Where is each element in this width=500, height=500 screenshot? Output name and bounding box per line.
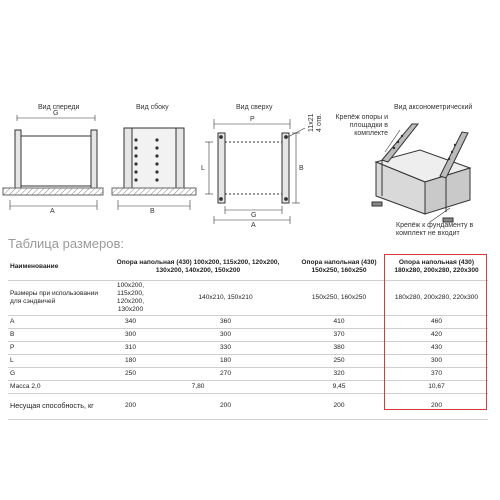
capacity-v3: 200 <box>385 393 488 419</box>
cell-v1a: 310 <box>103 341 158 354</box>
header-col2: Опора напольная (430) 150x250, 160x250 <box>293 254 385 280</box>
row-label: G <box>8 367 103 380</box>
row-label: A <box>8 315 103 328</box>
sizes-row <box>8 280 488 315</box>
cell-v3: 420 <box>385 328 488 341</box>
mass-label: Масса 2,0 <box>8 380 103 393</box>
table-row <box>8 367 488 380</box>
top-dim-b: B <box>299 165 304 172</box>
sizes-col2: 150x250, 160x250 <box>293 280 385 315</box>
cell-v2: 370 <box>293 328 385 341</box>
table-title: Таблица размеров: <box>8 236 125 251</box>
capacity-v1a: 200 <box>103 393 158 419</box>
sizes-col1b: 140x210, 150x210 <box>158 280 293 315</box>
top-dim-l: L <box>201 165 205 172</box>
sizes-col1a: 100x200, 115x200, 120x200, 130x200 <box>103 280 158 315</box>
table-row <box>8 341 488 354</box>
row-label: B <box>8 328 103 341</box>
table-row <box>8 315 488 328</box>
row-label: P <box>8 341 103 354</box>
capacity-label: Несущая способность, кг <box>8 393 103 419</box>
front-view-drawing <box>3 115 103 210</box>
cell-v1a: 250 <box>103 367 158 380</box>
cell-v1b: 300 <box>158 328 293 341</box>
cell-v1b: 360 <box>158 315 293 328</box>
cell-v2: 320 <box>293 367 385 380</box>
cell-v3: 460 <box>385 315 488 328</box>
axon-view-caption: Вид аксонометрический <box>394 104 473 111</box>
top-dim-g: G <box>251 212 257 219</box>
header-col3: Опора напольная (430) 180x280, 200x280, 220x300 <box>385 254 488 280</box>
axonometric-view-drawing <box>372 124 470 222</box>
table-row <box>8 354 488 367</box>
fastener-support-note: Крепёж опоры и площадки в комплекте <box>335 114 388 137</box>
cell-v2: 250 <box>293 354 385 367</box>
cell-v1a: 180 <box>103 354 158 367</box>
side-dim-b: B <box>150 208 155 215</box>
header-name: Наименование <box>8 254 103 280</box>
sizes-table <box>8 254 488 420</box>
sizes-col3: 180x280, 200x280, 220x300 <box>385 280 488 315</box>
top-view-caption: Вид сверху <box>236 104 273 111</box>
cell-v2: 410 <box>293 315 385 328</box>
mass-v3: 10,67 <box>385 380 488 393</box>
front-dim-a: A <box>50 208 55 215</box>
cell-v1a: 340 <box>103 315 158 328</box>
table-row <box>8 328 488 341</box>
front-dim-g: G <box>53 110 59 117</box>
fastener-foundation-note: Крепёж к фундаменту в комплект не входит <box>396 222 474 237</box>
side-view-drawing <box>112 128 196 210</box>
mass-row <box>8 380 488 393</box>
mass-v1: 7,80 <box>103 380 293 393</box>
cell-v1b: 330 <box>158 341 293 354</box>
top-dim-a: A <box>251 222 256 229</box>
table-header-row <box>8 254 488 280</box>
sizes-row-label: Размеры при использовании для сэндвичей <box>8 280 103 315</box>
mass-v2: 9,45 <box>293 380 385 393</box>
front-view-caption: Вид спереди <box>38 104 80 111</box>
capacity-v1b: 200 <box>158 393 293 419</box>
cell-v1b: 270 <box>158 367 293 380</box>
cell-v3: 370 <box>385 367 488 380</box>
technical-drawings <box>0 0 500 240</box>
hole-size-label: 11x21 <box>308 113 315 132</box>
side-view-caption: Вид сбоку <box>136 104 169 111</box>
cell-v3: 430 <box>385 341 488 354</box>
top-view-drawing <box>205 119 305 224</box>
row-label: L <box>8 354 103 367</box>
cell-v1a: 300 <box>103 328 158 341</box>
capacity-row <box>8 393 488 419</box>
cell-v2: 380 <box>293 341 385 354</box>
header-col1: Опора напольная (430) 100x200, 115x200, 120x200, 130x200, 140x200, 150x200 <box>103 254 293 280</box>
top-dim-p: P <box>250 116 255 123</box>
cell-v1b: 180 <box>158 354 293 367</box>
holes-count-label: 4 отв. <box>316 113 323 132</box>
cell-v3: 300 <box>385 354 488 367</box>
capacity-v2: 200 <box>293 393 385 419</box>
